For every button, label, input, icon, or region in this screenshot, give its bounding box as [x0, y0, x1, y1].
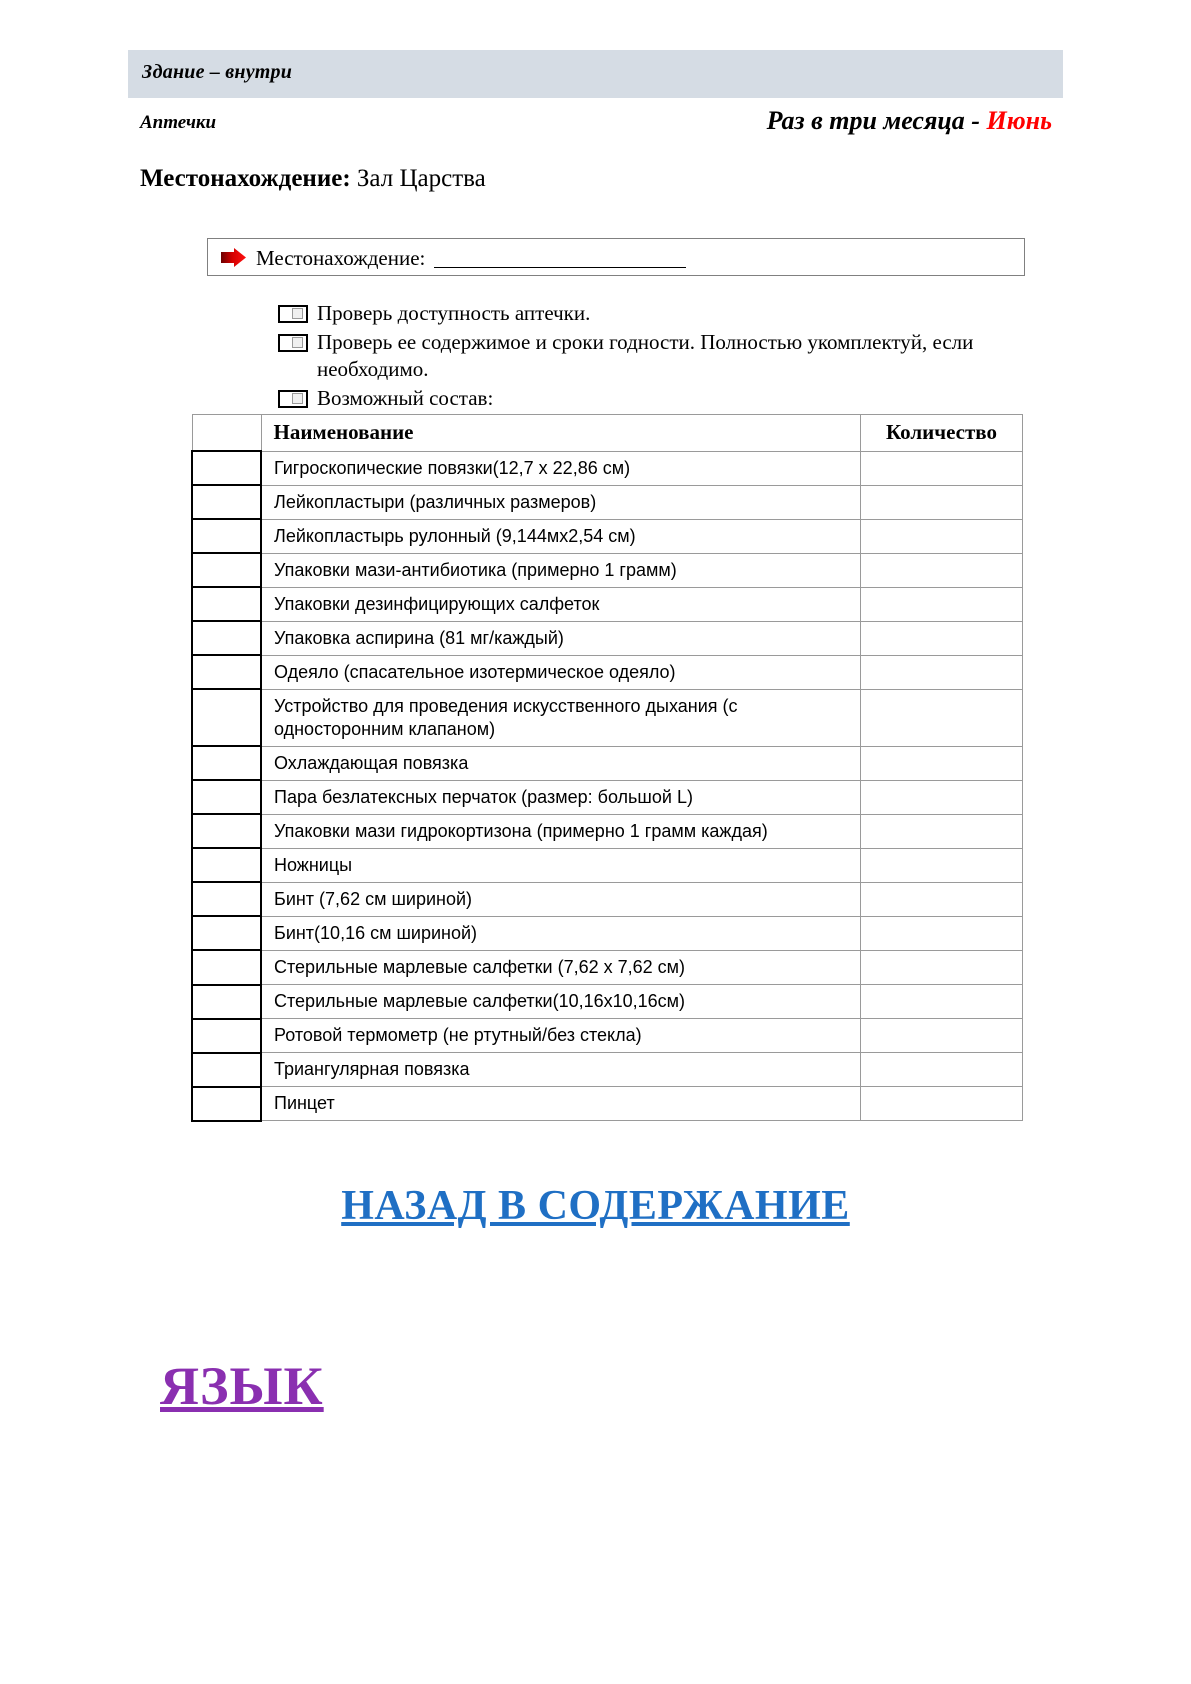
row-checkbox-cell[interactable]: [192, 1053, 261, 1087]
table-row: [192, 916, 1023, 950]
language-link[interactable]: ЯЗЫК: [160, 1356, 324, 1416]
row-checkbox-cell[interactable]: [192, 451, 261, 485]
row-quantity-cell[interactable]: [861, 485, 1023, 519]
row-name-cell: Пара безлатексных перчаток (размер: большой L): [261, 780, 861, 814]
back-to-contents-link[interactable]: НАЗАД В СОДЕРЖАНИЕ: [341, 1183, 850, 1229]
table-row: [192, 882, 1023, 916]
row-checkbox-cell[interactable]: [192, 553, 261, 587]
row-name-cell: Стерильные марлевые салфетки(10,16х10,16см): [261, 985, 861, 1019]
row-name-cell: Устройство для проведения искусственного дыхания (с односторонним клапаном): [261, 689, 861, 746]
table-row: [192, 780, 1023, 814]
row-name-cell: Лейкопластыри (различных размеров): [261, 485, 861, 519]
row-quantity-cell[interactable]: [861, 882, 1023, 916]
table-row: [192, 553, 1023, 587]
row-quantity-cell[interactable]: [861, 655, 1023, 689]
row-name-cell: Упаковки дезинфицирующих салфеток: [261, 587, 861, 621]
row-checkbox-cell[interactable]: [192, 1087, 261, 1121]
row-checkbox-cell[interactable]: [192, 882, 261, 916]
red-arrow-icon: [220, 248, 247, 268]
frequency-label: [767, 106, 1052, 136]
checklist-item[interactable]: [278, 329, 1038, 384]
row-name-cell: Стерильные марлевые салфетки (7,62 x 7,62 см): [261, 950, 861, 984]
checkbox-icon[interactable]: [278, 390, 308, 408]
subtitle-row: [140, 106, 1052, 144]
items-table: [191, 414, 1023, 1122]
row-checkbox-cell[interactable]: [192, 985, 261, 1019]
row-name-cell: Гигроскопические повязки(12,7 x 22,86 см): [261, 451, 861, 485]
table-row: [192, 1087, 1023, 1121]
table-row: [192, 655, 1023, 689]
table-row: [192, 689, 1023, 746]
location-field-input[interactable]: [434, 248, 686, 268]
row-checkbox-cell[interactable]: [192, 485, 261, 519]
table-row: [192, 621, 1023, 655]
row-checkbox-cell[interactable]: [192, 916, 261, 950]
checklist-item[interactable]: [278, 385, 1038, 413]
table-row: [192, 1053, 1023, 1087]
row-name-cell: Упаковка аспирина (81 мг/каждый): [261, 621, 861, 655]
row-quantity-cell[interactable]: [861, 1087, 1023, 1121]
checkbox-icon[interactable]: [278, 334, 308, 352]
location-value: Зал Царства: [356, 165, 486, 192]
checklist-item-label: Проверь доступность аптечки.: [317, 301, 591, 325]
row-checkbox-cell[interactable]: [192, 621, 261, 655]
language-link-wrap[interactable]: [160, 1355, 324, 1417]
row-quantity-cell[interactable]: [861, 689, 1023, 746]
table-row: [192, 519, 1023, 553]
table-row: [192, 485, 1023, 519]
row-checkbox-cell[interactable]: [192, 655, 261, 689]
items-table-head: [192, 415, 1023, 452]
row-name-cell: Ножницы: [261, 848, 861, 882]
row-checkbox-cell[interactable]: [192, 587, 261, 621]
row-name-cell: Ротовой термометр (не ртутный/без стекла): [261, 1019, 861, 1053]
items-table-body: [192, 451, 1023, 1121]
row-quantity-cell[interactable]: [861, 916, 1023, 950]
checklist-item-label: Возможный состав:: [317, 386, 494, 411]
header-quantity-column: Количество: [861, 415, 1023, 452]
row-checkbox-cell[interactable]: [192, 689, 261, 746]
row-quantity-cell[interactable]: [861, 1053, 1023, 1087]
row-quantity-cell[interactable]: [861, 451, 1023, 485]
frequency-text: Раз в три месяца -: [766, 106, 987, 135]
table-row: [192, 1019, 1023, 1053]
row-checkbox-cell[interactable]: [192, 1019, 261, 1053]
row-quantity-cell[interactable]: [861, 746, 1023, 780]
row-quantity-cell[interactable]: [861, 621, 1023, 655]
header-check-column: [192, 415, 261, 452]
row-quantity-cell[interactable]: [861, 985, 1023, 1019]
row-quantity-cell[interactable]: [861, 950, 1023, 984]
row-name-cell: Бинт(10,16 см шириной): [261, 916, 861, 950]
table-row: [192, 587, 1023, 621]
row-quantity-cell[interactable]: [861, 553, 1023, 587]
checklist-item[interactable]: [278, 300, 1038, 328]
row-quantity-cell[interactable]: [861, 587, 1023, 621]
row-name-cell: Бинт (7,62 см шириной): [261, 882, 861, 916]
location-field-box[interactable]: [207, 238, 1025, 276]
row-checkbox-cell[interactable]: [192, 519, 261, 553]
row-name-cell: Охлаждающая повязка: [261, 746, 861, 780]
row-checkbox-cell[interactable]: [192, 848, 261, 882]
row-quantity-cell[interactable]: [861, 780, 1023, 814]
row-name-cell: Упаковки мази гидрокортизона (примерно 1 грамм каждая): [261, 814, 861, 848]
row-name-cell: Лейкопластырь рулонный (9,144мх2,54 см): [261, 519, 861, 553]
table-row: [192, 451, 1023, 485]
location-label: Местонахождение:: [140, 165, 351, 192]
row-name-cell: Триангулярная повязка: [261, 1053, 861, 1087]
table-row: [192, 746, 1023, 780]
row-quantity-cell[interactable]: [861, 814, 1023, 848]
section-title: Аптечки: [140, 112, 217, 133]
row-checkbox-cell[interactable]: [192, 950, 261, 984]
row-name-cell: Пинцет: [261, 1087, 861, 1121]
row-quantity-cell[interactable]: [861, 519, 1023, 553]
location-field-inner: [220, 242, 686, 274]
header-band: [128, 50, 1063, 98]
location-field-label: Местонахождение:: [256, 245, 426, 270]
row-name-cell: Упаковки мази-антибиотика (примерно 1 грамм): [261, 553, 861, 587]
table-header-row: [192, 415, 1023, 452]
row-name-cell: Одеяло (спасательное изотермическое одеяло): [261, 655, 861, 689]
table-row: [192, 985, 1023, 1019]
header-name-column: Наименование: [261, 415, 861, 452]
checklist-item-label: Проверь ее содержимое и сроки годности. Полностью укомплектуй, если необходимо.: [317, 329, 974, 382]
row-checkbox-cell[interactable]: [192, 780, 261, 814]
row-quantity-cell[interactable]: [861, 848, 1023, 882]
month-label: Июнь: [986, 106, 1052, 135]
checklist: [278, 300, 1038, 414]
row-quantity-cell[interactable]: [861, 1019, 1023, 1053]
row-checkbox-cell[interactable]: [192, 746, 261, 780]
checkbox-icon[interactable]: [278, 305, 308, 323]
table-row: [192, 950, 1023, 984]
table-row: [192, 814, 1023, 848]
header-band-title: Здание – внутри: [142, 61, 293, 83]
location-line: [140, 165, 486, 193]
back-to-contents[interactable]: [0, 1182, 1191, 1230]
row-checkbox-cell[interactable]: [192, 814, 261, 848]
table-row: [192, 848, 1023, 882]
